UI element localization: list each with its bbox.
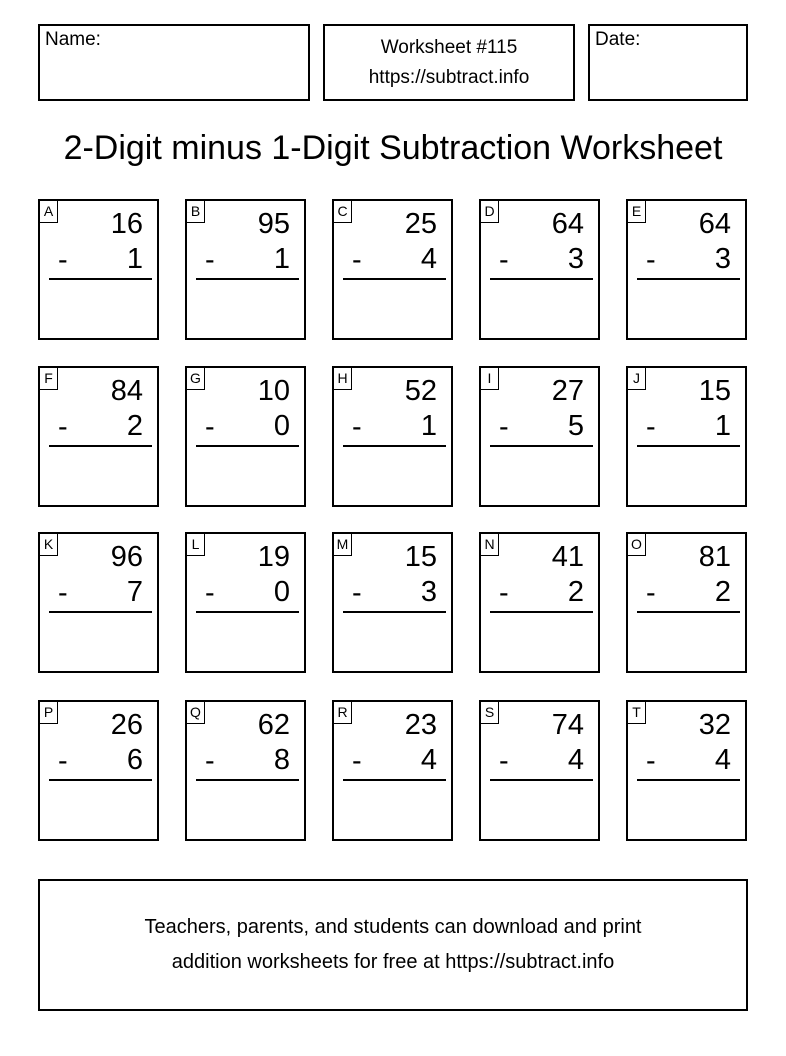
problem-box[interactable] [479, 366, 600, 507]
problem-minuend: 26 [110, 709, 143, 741]
minus-sign: - [646, 411, 656, 443]
minus-sign: - [499, 745, 509, 777]
minus-sign: - [205, 244, 215, 276]
problem-subtrahend: 3 [420, 576, 437, 608]
answer-line [49, 445, 152, 447]
problem-box[interactable] [332, 366, 453, 507]
problem-letter: E [628, 201, 646, 223]
problem-box[interactable] [332, 700, 453, 841]
problem-letter: H [334, 368, 352, 390]
answer-line [490, 611, 593, 613]
problem-box[interactable] [626, 532, 747, 673]
problem-letter: L [187, 534, 205, 556]
problem-box[interactable] [38, 366, 159, 507]
minus-sign: - [499, 244, 509, 276]
problem-box[interactable] [38, 532, 159, 673]
problem-minuend: 81 [698, 541, 731, 573]
answer-line [49, 611, 152, 613]
problem-subtrahend: 1 [714, 410, 731, 442]
problem-subtrahend: 0 [273, 576, 290, 608]
worksheet-url: https://subtract.info [368, 66, 530, 88]
problem-box[interactable] [185, 700, 306, 841]
worksheet-number: Worksheet #115 [380, 36, 518, 58]
minus-sign: - [499, 411, 509, 443]
answer-line [49, 779, 152, 781]
minus-sign: - [352, 244, 362, 276]
problem-letter: A [40, 201, 58, 223]
problem-minuend: 64 [698, 208, 731, 240]
footer-box [38, 879, 748, 1011]
problem-subtrahend: 1 [420, 410, 437, 442]
problem-letter: G [187, 368, 205, 390]
problem-letter: J [628, 368, 646, 390]
minus-sign: - [205, 577, 215, 609]
problem-box[interactable] [479, 532, 600, 673]
problem-letter: F [40, 368, 58, 390]
problem-box[interactable] [185, 199, 306, 340]
answer-line [637, 611, 740, 613]
problem-subtrahend: 5 [567, 410, 584, 442]
problem-box[interactable] [626, 700, 747, 841]
problem-minuend: 10 [257, 375, 290, 407]
problem-subtrahend: 8 [273, 744, 290, 776]
problem-subtrahend: 2 [714, 576, 731, 608]
answer-line [637, 278, 740, 280]
answer-line [343, 278, 446, 280]
problem-box[interactable] [332, 532, 453, 673]
problem-letter: C [334, 201, 352, 223]
problem-subtrahend: 0 [273, 410, 290, 442]
problem-subtrahend: 4 [714, 744, 731, 776]
problem-minuend: 41 [551, 541, 584, 573]
name-label: Name: [45, 29, 101, 50]
answer-line [343, 611, 446, 613]
problem-letter: Q [187, 702, 205, 724]
problem-subtrahend: 2 [126, 410, 143, 442]
page-title: 2-Digit minus 1-Digit Subtraction Worksheet [63, 129, 723, 167]
minus-sign: - [58, 577, 68, 609]
problem-subtrahend: 2 [567, 576, 584, 608]
date-label: Date: [595, 29, 641, 50]
problem-box[interactable] [38, 700, 159, 841]
problem-minuend: 27 [551, 375, 584, 407]
problem-letter: T [628, 702, 646, 724]
answer-line [196, 779, 299, 781]
problem-box[interactable] [38, 199, 159, 340]
problem-box[interactable] [185, 532, 306, 673]
problem-box[interactable] [479, 700, 600, 841]
answer-line [196, 278, 299, 280]
date-field[interactable] [588, 24, 748, 101]
minus-sign: - [352, 411, 362, 443]
problem-letter: K [40, 534, 58, 556]
answer-line [49, 278, 152, 280]
problem-box[interactable] [626, 366, 747, 507]
minus-sign: - [499, 577, 509, 609]
answer-line [196, 611, 299, 613]
problem-letter: D [481, 201, 499, 223]
problem-minuend: 84 [110, 375, 143, 407]
problem-minuend: 16 [110, 208, 143, 240]
problem-subtrahend: 1 [273, 243, 290, 275]
problem-subtrahend: 7 [126, 576, 143, 608]
minus-sign: - [58, 244, 68, 276]
minus-sign: - [205, 411, 215, 443]
problem-letter: B [187, 201, 205, 223]
minus-sign: - [646, 745, 656, 777]
problem-subtrahend: 4 [420, 744, 437, 776]
footer-line-2: addition worksheets for free at https://subtract.info [171, 951, 615, 973]
problem-minuend: 74 [551, 709, 584, 741]
minus-sign: - [646, 577, 656, 609]
problem-subtrahend: 4 [567, 744, 584, 776]
minus-sign: - [58, 745, 68, 777]
answer-line [637, 779, 740, 781]
problem-letter: P [40, 702, 58, 724]
problem-minuend: 25 [404, 208, 437, 240]
problem-minuend: 19 [257, 541, 290, 573]
problem-subtrahend: 1 [126, 243, 143, 275]
problem-letter: S [481, 702, 499, 724]
problem-letter: N [481, 534, 499, 556]
problem-letter: I [481, 368, 499, 390]
answer-line [490, 278, 593, 280]
minus-sign: - [352, 577, 362, 609]
footer-line-1: Teachers, parents, and students can download and print [144, 916, 642, 938]
problem-minuend: 15 [698, 375, 731, 407]
problem-box[interactable] [626, 199, 747, 340]
problem-subtrahend: 3 [567, 243, 584, 275]
problem-letter: O [628, 534, 646, 556]
answer-line [490, 445, 593, 447]
problem-box[interactable] [185, 366, 306, 507]
answer-line [343, 779, 446, 781]
problem-minuend: 95 [257, 208, 290, 240]
problem-subtrahend: 4 [420, 243, 437, 275]
problem-minuend: 32 [698, 709, 731, 741]
minus-sign: - [58, 411, 68, 443]
problem-letter: R [334, 702, 352, 724]
answer-line [490, 779, 593, 781]
problem-minuend: 23 [404, 709, 437, 741]
worksheet-info-box [323, 24, 575, 101]
problem-minuend: 15 [404, 541, 437, 573]
name-field[interactable] [38, 24, 310, 101]
answer-line [637, 445, 740, 447]
problem-subtrahend: 3 [714, 243, 731, 275]
problem-minuend: 64 [551, 208, 584, 240]
minus-sign: - [205, 745, 215, 777]
answer-line [196, 445, 299, 447]
problem-box[interactable] [479, 199, 600, 340]
answer-line [343, 445, 446, 447]
problem-subtrahend: 6 [126, 744, 143, 776]
minus-sign: - [646, 244, 656, 276]
problem-minuend: 62 [257, 709, 290, 741]
problem-minuend: 96 [110, 541, 143, 573]
problem-minuend: 52 [404, 375, 437, 407]
minus-sign: - [352, 745, 362, 777]
problem-letter: M [334, 534, 352, 556]
problem-box[interactable] [332, 199, 453, 340]
